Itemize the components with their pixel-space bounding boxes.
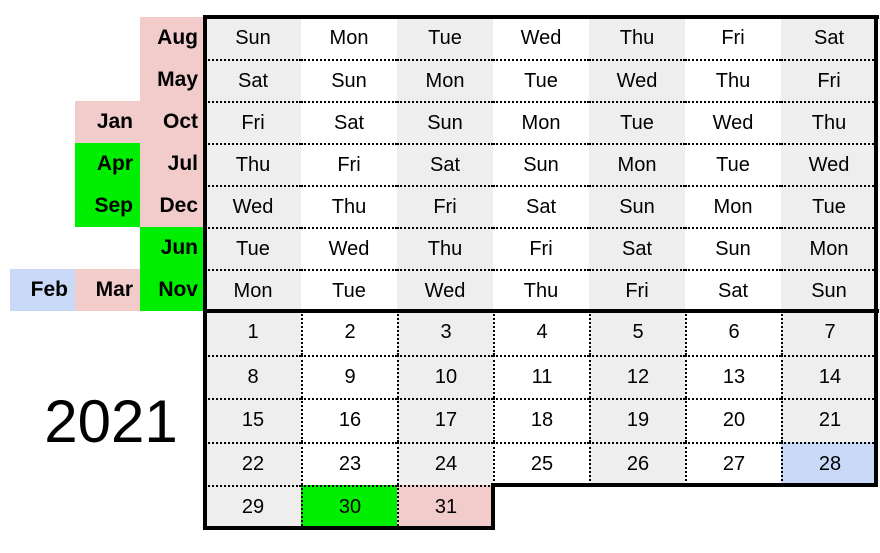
table-border-bottom-left	[203, 526, 495, 530]
weekday-cell-r5c4: Sat	[493, 185, 589, 227]
month-label-nov: Nov	[140, 269, 205, 311]
weekday-cell-r2c1: Sat	[205, 59, 301, 101]
date-cell-29: 29	[205, 485, 301, 529]
date-cell-13: 13	[685, 355, 781, 399]
date-cell-14: 14	[781, 355, 877, 399]
weekday-cell-r1c2: Mon	[301, 17, 397, 59]
table-border-middle	[203, 309, 879, 313]
date-cell-28: 28	[781, 442, 877, 486]
date-cell-10: 10	[397, 355, 493, 399]
date-cell-17: 17	[397, 398, 493, 442]
weekday-cell-r3c6: Wed	[685, 101, 781, 143]
weekday-cell-r1c7: Sat	[781, 17, 877, 59]
weekday-cell-r6c5: Sat	[589, 227, 685, 269]
month-label-jan: Jan	[75, 101, 140, 143]
weekday-cell-r2c3: Mon	[397, 59, 493, 101]
weekday-cell-r6c3: Thu	[397, 227, 493, 269]
table-border-top	[203, 15, 879, 19]
weekday-cell-r2c7: Fri	[781, 59, 877, 101]
weekday-cell-r7c4: Thu	[493, 269, 589, 311]
weekday-cell-r6c7: Mon	[781, 227, 877, 269]
date-cell-15: 15	[205, 398, 301, 442]
date-cell-20: 20	[685, 398, 781, 442]
weekday-cell-r2c4: Tue	[493, 59, 589, 101]
date-cell-8: 8	[205, 355, 301, 399]
date-cell-31: 31	[397, 485, 493, 529]
date-cell-23: 23	[301, 442, 397, 486]
month-label-sep: Sep	[75, 185, 140, 227]
date-cell-18: 18	[493, 398, 589, 442]
weekday-cell-r4c7: Wed	[781, 143, 877, 185]
weekday-cell-r5c1: Wed	[205, 185, 301, 227]
weekday-cell-r5c3: Fri	[397, 185, 493, 227]
weekday-cell-r4c5: Mon	[589, 143, 685, 185]
date-cell-4: 4	[493, 311, 589, 355]
weekday-cell-r5c2: Thu	[301, 185, 397, 227]
date-cell-26: 26	[589, 442, 685, 486]
month-label-mar: Mar	[75, 269, 140, 311]
month-label-may: May	[140, 59, 205, 101]
weekday-cell-r4c2: Fri	[301, 143, 397, 185]
weekday-grid	[205, 17, 877, 311]
date-cell-25: 25	[493, 442, 589, 486]
weekday-cell-r1c6: Fri	[685, 17, 781, 59]
date-cell-6: 6	[685, 311, 781, 355]
weekday-cell-r5c5: Sun	[589, 185, 685, 227]
weekday-cell-r5c6: Mon	[685, 185, 781, 227]
weekday-cell-r1c4: Wed	[493, 17, 589, 59]
weekday-cell-r6c4: Fri	[493, 227, 589, 269]
date-cell-1: 1	[205, 311, 301, 355]
table-border-notch	[491, 483, 495, 530]
weekday-cell-r2c2: Sun	[301, 59, 397, 101]
weekday-cell-r7c1: Mon	[205, 269, 301, 311]
month-label-oct: Oct	[140, 101, 205, 143]
date-cell-19: 19	[589, 398, 685, 442]
weekday-cell-r7c2: Tue	[301, 269, 397, 311]
weekday-cell-r2c5: Wed	[589, 59, 685, 101]
month-label-aug: Aug	[140, 17, 205, 59]
weekday-cell-r7c6: Sat	[685, 269, 781, 311]
month-label-jun: Jun	[140, 227, 205, 269]
empty-cell	[781, 485, 877, 529]
date-cell-21: 21	[781, 398, 877, 442]
date-cell-3: 3	[397, 311, 493, 355]
table-border-right	[874, 15, 878, 487]
weekday-cell-r4c3: Sat	[397, 143, 493, 185]
weekday-cell-r3c3: Sun	[397, 101, 493, 143]
weekday-cell-r7c5: Fri	[589, 269, 685, 311]
weekday-cell-r3c5: Tue	[589, 101, 685, 143]
weekday-cell-r6c6: Sun	[685, 227, 781, 269]
year-label: 2021	[44, 388, 178, 455]
weekday-cell-r1c5: Thu	[589, 17, 685, 59]
empty-cell	[589, 485, 685, 529]
month-label-jul: Jul	[140, 143, 205, 185]
weekday-cell-r3c1: Fri	[205, 101, 301, 143]
weekday-cell-r6c2: Wed	[301, 227, 397, 269]
empty-cell	[685, 485, 781, 529]
date-cell-11: 11	[493, 355, 589, 399]
date-grid	[205, 311, 877, 529]
weekday-cell-r2c6: Thu	[685, 59, 781, 101]
empty-cell	[493, 485, 589, 529]
month-label-feb: Feb	[10, 269, 75, 311]
weekday-cell-r5c7: Tue	[781, 185, 877, 227]
date-cell-16: 16	[301, 398, 397, 442]
table-border-left	[203, 15, 207, 530]
weekday-cell-r1c1: Sun	[205, 17, 301, 59]
weekday-cell-r4c6: Tue	[685, 143, 781, 185]
date-cell-24: 24	[397, 442, 493, 486]
weekday-cell-r1c3: Tue	[397, 17, 493, 59]
date-cell-9: 9	[301, 355, 397, 399]
date-cell-22: 22	[205, 442, 301, 486]
weekday-cell-r4c1: Thu	[205, 143, 301, 185]
weekday-cell-r7c3: Wed	[397, 269, 493, 311]
weekday-cell-r3c4: Mon	[493, 101, 589, 143]
weekday-cell-r7c7: Sun	[781, 269, 877, 311]
weekday-cell-r3c2: Sat	[301, 101, 397, 143]
date-cell-5: 5	[589, 311, 685, 355]
date-cell-7: 7	[781, 311, 877, 355]
weekday-cell-r3c7: Thu	[781, 101, 877, 143]
date-cell-12: 12	[589, 355, 685, 399]
month-label-apr: Apr	[75, 143, 140, 185]
month-label-dec: Dec	[140, 185, 205, 227]
table-border-bottom-right	[491, 483, 878, 487]
date-cell-27: 27	[685, 442, 781, 486]
weekday-cell-r4c4: Sun	[493, 143, 589, 185]
weekday-cell-r6c1: Tue	[205, 227, 301, 269]
date-cell-2: 2	[301, 311, 397, 355]
date-cell-30: 30	[301, 485, 397, 529]
